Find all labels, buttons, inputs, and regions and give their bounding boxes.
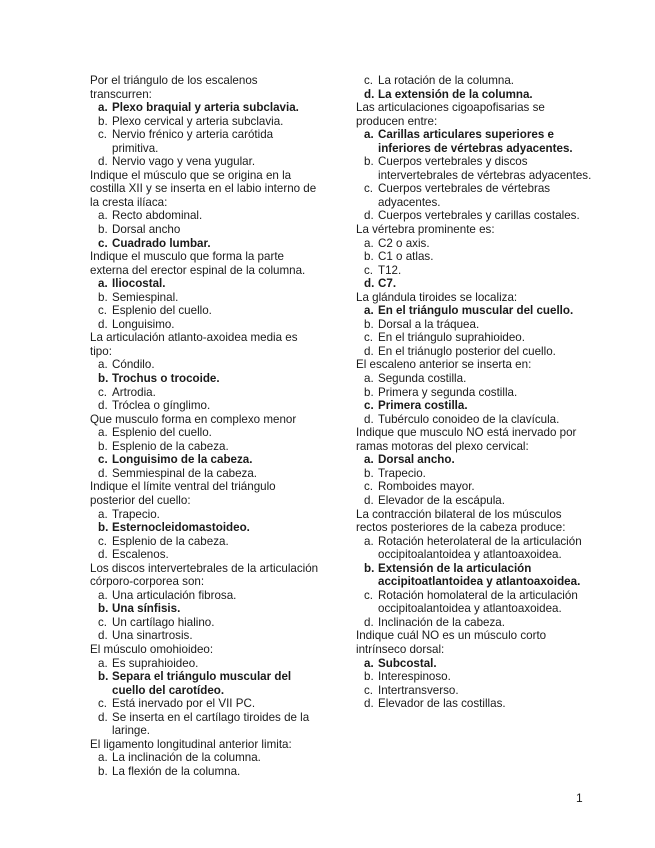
option-letter: b. [364, 466, 374, 480]
option-text: Elevador de las costillas. [378, 697, 506, 711]
question-block [356, 629, 594, 710]
option-letter: b. [98, 764, 108, 778]
option-text: Iliocostal. [112, 277, 166, 291]
answer-option [356, 562, 594, 589]
options-list [356, 237, 594, 291]
option-letter: b. [364, 317, 374, 331]
option-letter: c. [98, 304, 108, 318]
option-letter: b. [364, 385, 374, 399]
answer-option [356, 616, 594, 630]
question-text: El músculo omohioideo: [90, 642, 214, 656]
answer-option [356, 209, 594, 223]
options-list [90, 589, 322, 643]
option-text: Semiespinal. [112, 290, 179, 304]
question-block [356, 358, 594, 426]
option-letter: c. [98, 128, 108, 142]
options-list [90, 751, 322, 778]
option-text: Rotación homolateral de la articulación occipitoalantoidea y atlantoaxoidea. [378, 588, 578, 616]
answer-option [356, 277, 594, 291]
answer-option [356, 182, 594, 209]
answer-option [356, 345, 594, 359]
answer-option [356, 399, 594, 413]
options-list [356, 128, 594, 223]
option-letter: b. [364, 561, 375, 575]
option-letter: c. [364, 480, 374, 494]
option-text: Romboides mayor. [378, 480, 475, 494]
option-text: Trapecio. [378, 466, 426, 480]
answer-option [356, 697, 594, 711]
option-letter: a. [98, 209, 108, 223]
answer-option [90, 223, 322, 237]
answer-option [90, 629, 322, 643]
question-block [90, 74, 322, 169]
answer-option [90, 399, 322, 413]
option-letter: d. [364, 277, 375, 291]
options-list [90, 426, 322, 480]
answer-option [90, 372, 322, 386]
option-text: Es suprahioideo. [112, 656, 199, 670]
option-text: Cuerpos vertebrales y carillas costales. [378, 209, 580, 223]
question-text: La articulación atlanto-axoidea media es tipo: [90, 331, 298, 358]
option-text: C2 o axis. [378, 236, 430, 250]
answer-option [90, 277, 322, 291]
option-text: Intertransverso. [378, 683, 459, 697]
options-list [356, 453, 594, 507]
option-text: Interespinoso. [378, 670, 451, 684]
option-text: Esplenio de la cabeza. [112, 534, 229, 548]
option-text: En el triánuglo posterior del cuello. [378, 344, 556, 358]
option-letter: d. [98, 629, 108, 643]
option-letter: b. [364, 155, 374, 169]
option-letter: c. [364, 182, 374, 196]
answer-option [90, 304, 322, 318]
page-number: 1 [576, 791, 583, 805]
option-text: Se inserta en el cartílago tiroides de la laringe. [112, 710, 310, 738]
answer-option [356, 494, 594, 508]
option-text: Separa el triángulo muscular del cuello del carotídeo. [112, 670, 292, 697]
options-list [90, 358, 322, 412]
option-text: Una sinartrosis. [112, 629, 193, 643]
option-letter: d. [364, 493, 374, 507]
answer-option [356, 237, 594, 251]
option-letter: a. [364, 128, 374, 142]
option-text: Longuisimo. [112, 317, 175, 331]
answer-option [356, 128, 594, 155]
answer-option [90, 426, 322, 440]
option-letter: a. [98, 588, 108, 602]
question-text: Por el triángulo de los escalenos transcurren: [90, 74, 258, 101]
option-letter: c. [98, 385, 108, 399]
option-letter: a. [364, 372, 374, 386]
option-text: Cóndilo. [112, 358, 155, 372]
option-letter: b. [98, 290, 108, 304]
question-text: Indique el límite ventral del triángulo posterior del cuello: [90, 480, 276, 507]
option-letter: a. [364, 304, 374, 318]
answer-option [90, 467, 322, 481]
option-letter: c. [98, 453, 108, 467]
option-letter: a. [364, 534, 374, 548]
answer-option [90, 209, 322, 223]
option-text: Plexo braquial y arteria subclavia. [112, 101, 299, 115]
options-list [90, 508, 322, 562]
option-text: Cuerpos vertebrales de vértebras adyacentes. [378, 182, 551, 209]
answer-option [356, 413, 594, 427]
option-text: Esplenio de la cabeza. [112, 439, 229, 453]
question-block [356, 223, 594, 291]
answer-option [90, 386, 322, 400]
option-letter: b. [98, 602, 109, 616]
question-text: Indique el musculo que forma la parte externa del erector espinal de la columna. [90, 250, 306, 277]
option-letter: d. [98, 399, 108, 413]
options-list [356, 535, 594, 630]
option-text: Subcostal. [378, 656, 437, 670]
answer-option [90, 440, 322, 454]
option-text: T12. [378, 263, 402, 277]
option-text: Carillas articulares superiores e inferiores de vértebras adyacentes. [378, 128, 573, 155]
option-text: Longuisimo de la cabeza. [112, 453, 253, 467]
answer-option [90, 115, 322, 129]
answer-option [90, 697, 322, 711]
option-text: Primera y segunda costilla. [378, 385, 518, 399]
question-text: El escaleno anterior se inserta en: [356, 358, 532, 372]
question-text: Los discos intervertebrales de la articulación córporo-corporea son: [90, 561, 319, 589]
option-letter: d. [364, 87, 375, 101]
answer-option [356, 155, 594, 182]
answer-option [90, 657, 322, 671]
answer-option [356, 589, 594, 616]
option-text: Dorsal ancho. [378, 453, 455, 467]
answer-option [90, 670, 322, 697]
option-text: Elevador de la escápula. [378, 493, 505, 507]
option-letter: c. [364, 683, 374, 697]
option-letter: d. [364, 412, 374, 426]
option-letter: a. [98, 101, 108, 115]
question-text: La contracción bilateral de los músculos rectos posteriores de la cabeza produce: [356, 507, 566, 535]
question-block [90, 643, 322, 738]
option-letter: c. [98, 697, 108, 711]
option-text: Esplenio del cuello. [112, 426, 212, 440]
answer-option [356, 250, 594, 264]
option-text: En el triángulo suprahioideo. [378, 331, 525, 345]
option-text: Un cartílago hialino. [112, 615, 215, 629]
answer-option [356, 657, 594, 671]
answer-option [90, 751, 322, 765]
option-letter: a. [98, 277, 108, 291]
question-text: El ligamento longitudinal anterior limita: [90, 737, 292, 751]
option-text: Una articulación fibrosa. [112, 588, 237, 602]
option-text: Segunda costilla. [378, 372, 467, 386]
option-text: Plexo cervical y arteria subclavia. [112, 114, 284, 128]
answer-option [90, 508, 322, 522]
answer-option [356, 331, 594, 345]
answer-option [356, 386, 594, 400]
answer-option [356, 372, 594, 386]
answer-option [90, 548, 322, 562]
option-text: Una sínfisis. [112, 602, 181, 616]
option-letter: d. [98, 710, 108, 724]
answer-option [356, 684, 594, 698]
option-text: Rotación heterolateral de la articulación occipitoalantoidea y atlantoaxoidea. [378, 534, 582, 562]
question-block [356, 426, 594, 507]
answer-option [356, 535, 594, 562]
answer-option [356, 318, 594, 332]
option-letter: a. [98, 358, 108, 372]
answer-option [356, 467, 594, 481]
option-letter: a. [364, 656, 374, 670]
answer-option [90, 602, 322, 616]
option-text: Escalenos. [112, 548, 169, 562]
option-letter: d. [364, 615, 374, 629]
option-letter: c. [364, 399, 374, 413]
option-letter: a. [98, 751, 108, 765]
option-letter: a. [98, 656, 108, 670]
option-letter: d. [98, 155, 108, 169]
answer-option [90, 128, 322, 155]
answer-option [90, 237, 322, 251]
option-text: Está inervado por el VII PC. [112, 697, 256, 711]
option-text: Cuerpos vertebrales y discos intervertebrales de vértebras adyacentes. [378, 155, 592, 182]
question-block [90, 480, 322, 561]
answer-option [90, 711, 322, 738]
question-block [90, 331, 322, 412]
option-text: La flexión de la columna. [112, 764, 241, 778]
answer-option [356, 480, 594, 494]
option-text: Cuadrado lumbar. [112, 236, 211, 250]
question-text: La vértebra prominente es: [356, 223, 495, 237]
option-text: Esternocleidomastoideo. [112, 521, 250, 535]
option-letter: c. [364, 588, 374, 602]
option-text: Trochus o trocoide. [112, 372, 220, 386]
option-text: Primera costilla. [378, 399, 468, 413]
question-text: Indique el músculo que se origina en la costilla XII y se inserta en el labio interno de la cresta ilíaca: [90, 168, 317, 209]
answer-option [356, 88, 594, 102]
options-list [356, 372, 594, 426]
option-text: Trapecio. [112, 507, 160, 521]
option-text: Extensión de la articulación accipitoatlantoidea y atlantoaxoidea. [378, 561, 581, 589]
answer-option [356, 304, 594, 318]
option-text: La inclinación de la columna. [112, 751, 261, 765]
option-letter: c. [364, 74, 374, 87]
answer-option [356, 670, 594, 684]
options-list [90, 657, 322, 738]
answer-option [90, 358, 322, 372]
options-list [90, 209, 322, 250]
question-block [356, 508, 594, 630]
question-block [90, 169, 322, 250]
answer-option [90, 453, 322, 467]
options-list [90, 101, 322, 169]
option-letter: d. [364, 344, 374, 358]
option-letter: c. [364, 331, 374, 345]
answer-option [90, 765, 322, 779]
options-list [356, 304, 594, 358]
option-letter: a. [364, 453, 374, 467]
option-letter: c. [98, 236, 108, 250]
question-text: Las articulaciones cigoapofisarias se producen entre: [356, 101, 545, 128]
answer-option [90, 521, 322, 535]
answer-option [90, 589, 322, 603]
question-block [90, 250, 322, 331]
option-text: Nervio frénico y arteria carótida primitiva. [112, 128, 274, 155]
options-list [356, 657, 594, 711]
option-letter: c. [98, 615, 108, 629]
option-text: En el triángulo muscular del cuello. [378, 304, 574, 318]
option-letter: b. [98, 114, 108, 128]
question-block [90, 562, 322, 643]
option-letter: c. [364, 263, 374, 277]
answer-option [90, 101, 322, 115]
option-letter: b. [364, 670, 374, 684]
option-text: C7. [378, 277, 397, 291]
question-block [356, 101, 594, 223]
option-letter: d. [98, 466, 108, 480]
option-text: Dorsal a la tráquea. [378, 317, 480, 331]
question-block [90, 413, 322, 481]
answer-option [90, 318, 322, 332]
left-column [90, 74, 322, 778]
answer-option [356, 264, 594, 278]
option-text: Inclinación de la cabeza. [378, 615, 505, 629]
option-letter: b. [98, 670, 109, 684]
question-text: Que musculo forma en complexo menor [90, 412, 297, 426]
option-letter: b. [98, 439, 108, 453]
answer-option [90, 616, 322, 630]
option-text: Artrodia. [112, 385, 156, 399]
question-block [356, 291, 594, 359]
question-block [90, 738, 322, 779]
option-letter: d. [98, 548, 108, 562]
option-letter: b. [364, 250, 374, 264]
option-letter: a. [364, 236, 374, 250]
option-letter: b. [98, 521, 109, 535]
question-text: La glándula tiroides se localiza: [356, 290, 518, 304]
option-text: La extensión de la columna. [378, 87, 533, 101]
option-letter: d. [98, 317, 108, 331]
option-text: Esplenio del cuello. [112, 304, 212, 318]
option-text: Tubérculo conoideo de la clavícula. [378, 412, 560, 426]
option-text: Dorsal ancho [112, 223, 181, 237]
option-text: La rotación de la columna. [378, 74, 514, 87]
question-text: Indique que musculo NO está inervado por ramas motoras del plexo cervical: [356, 426, 577, 453]
option-text: Nervio vago y vena yugular. [112, 155, 256, 169]
continued-options [356, 74, 594, 101]
option-letter: d. [364, 209, 374, 223]
right-column [356, 74, 594, 711]
option-letter: c. [98, 534, 108, 548]
option-text: Tróclea o gínglimo. [112, 399, 211, 413]
option-letter: a. [98, 426, 108, 440]
answer-option [90, 155, 322, 169]
option-text: Recto abdominal. [112, 209, 203, 223]
answer-option [90, 535, 322, 549]
answer-option [356, 74, 594, 88]
option-letter: d. [364, 697, 374, 711]
option-text: C1 o atlas. [378, 250, 434, 264]
answer-option [90, 291, 322, 305]
answer-option [356, 453, 594, 467]
option-letter: b. [98, 372, 109, 386]
option-text: Semmiespinal de la cabeza. [112, 466, 258, 480]
question-text: Indique cuál NO es un músculo corto intrínseco dorsal: [356, 629, 547, 656]
options-list [90, 277, 322, 331]
option-letter: a. [98, 507, 108, 521]
option-letter: b. [98, 223, 108, 237]
